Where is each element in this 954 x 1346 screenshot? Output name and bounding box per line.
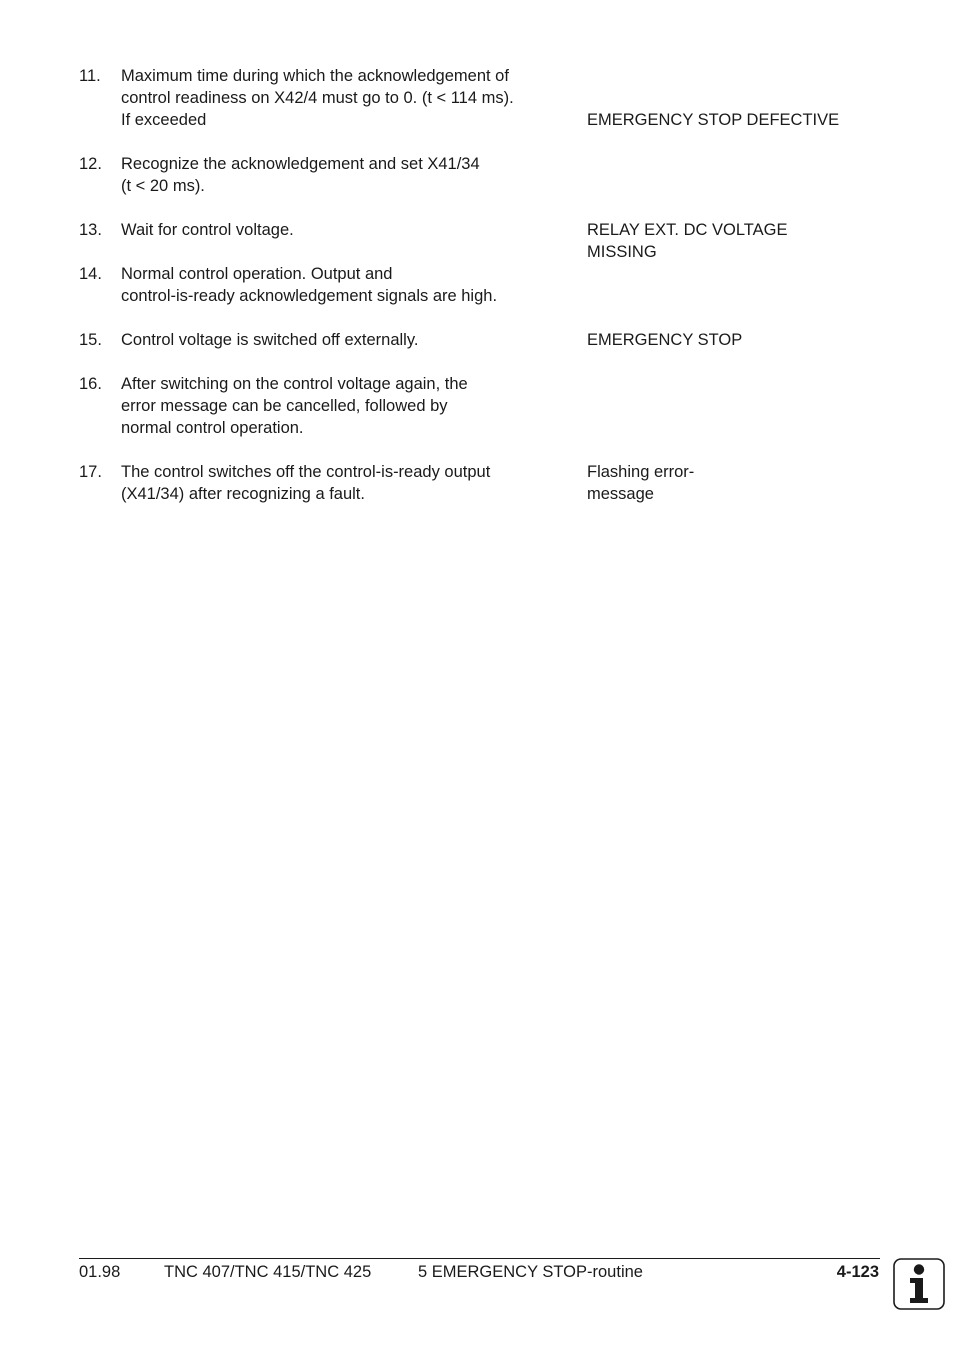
- step-number: 13.: [79, 221, 102, 239]
- footer-divider: [79, 1258, 880, 1259]
- step-14: [79, 263, 879, 307]
- step-description: The control switches off the control-is-ready output (X41/34) after recognizing a fault.: [121, 463, 491, 503]
- step-description: After switching on the control voltage again, the error message can be cancelled, followed by normal control operation.: [121, 375, 468, 437]
- info-icon[interactable]: [893, 1258, 945, 1310]
- page-number: 4-123: [836, 1263, 879, 1281]
- footer-date: 01.98: [79, 1263, 121, 1281]
- step-17: [79, 461, 879, 505]
- step-error-message: RELAY EXT. DC VOLTAGE MISSING: [587, 221, 788, 261]
- step-16: [79, 373, 879, 439]
- step-11: [79, 65, 879, 131]
- step-number: 15.: [79, 331, 102, 349]
- footer-model: TNC 407/TNC 415/TNC 425: [164, 1263, 372, 1281]
- step-13: [79, 219, 879, 261]
- step-description: Maximum time during which the acknowledgement of control readiness on X42/4 must go to 0. (t < 114 ms). If exceeded: [121, 67, 514, 129]
- step-description: Recognize the acknowledgement and set X41/34 (t < 20 ms).: [121, 155, 480, 195]
- step-15: [79, 329, 879, 351]
- step-description: Wait for control voltage.: [121, 221, 294, 239]
- step-number: 14.: [79, 265, 102, 283]
- step-description: Control voltage is switched off externally.: [121, 331, 419, 349]
- step-number: 16.: [79, 375, 102, 393]
- footer-chapter: 5 EMERGENCY STOP-routine: [418, 1263, 643, 1281]
- step-number: 17.: [79, 463, 102, 481]
- step-number: 11.: [79, 67, 101, 85]
- step-error-message: Flashing error- message: [587, 463, 695, 503]
- step-12: [79, 153, 879, 197]
- step-list: [79, 65, 879, 527]
- step-number: 12.: [79, 155, 102, 173]
- step-error-message: EMERGENCY STOP: [587, 331, 743, 349]
- step-description: Normal control operation. Output and control-is-ready acknowledgement signals are high.: [121, 265, 498, 305]
- step-error-message: EMERGENCY STOP DEFECTIVE: [587, 111, 840, 129]
